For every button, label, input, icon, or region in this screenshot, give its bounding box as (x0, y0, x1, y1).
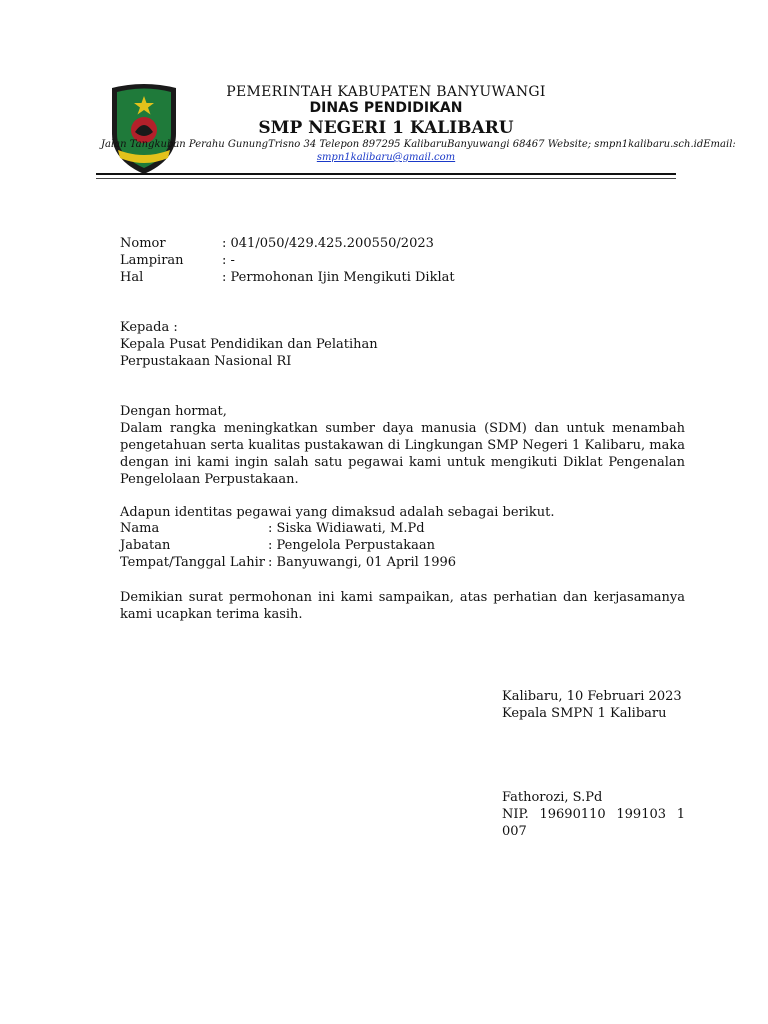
letterhead-divider (96, 173, 676, 175)
salutation: Dengan hormat, (120, 404, 227, 419)
lampiran-value: : - (222, 253, 235, 268)
hal-label: Hal (120, 270, 144, 285)
signature-place-date: Kalibaru, 10 Februari 2023 (502, 689, 682, 704)
body-paragraph: Dalam rangka meningkatkan sumber daya manusia (SDM) dan untuk menambah pengetahuan serta kualitas pustakawan di Lingkungan SMP Negeri 1 Kalibaru, maka dengan ini kami ingin salah satu pegawai kami untuk mengikuti Diklat Pengenalan Pengelolaan Perpustakaan. (120, 421, 685, 487)
letterhead-email-link[interactable]: smpn1kalibaru@gmail.com (316, 152, 456, 163)
recipient-greeting: Kepada : (120, 320, 178, 335)
identity-name-value: : Siska Widiawati, M.Pd (268, 521, 425, 536)
letterhead-government: PEMERINTAH KABUPATEN BANYUWANGI (226, 84, 546, 100)
recipient-line-1: Kepala Pusat Pendidikan dan Pelatihan (120, 337, 378, 352)
letterhead-divider-thin (96, 178, 676, 179)
identity-intro: Adapun identitas pegawai yang dimaksud adalah sebagai berikut. (120, 505, 555, 520)
identity-position-value: : Pengelola Perpustakaan (268, 538, 435, 553)
lampiran-label: Lampiran (120, 253, 184, 268)
hal-value: : Permohonan Ijin Mengikuti Diklat (222, 270, 455, 285)
signature-name: Fathorozi, S.Pd (502, 790, 603, 805)
identity-position-label: Jabatan (120, 538, 171, 553)
letterhead-address: Jalan Tangkuban Perahu GunungTrisno 34 Telepon 897295 KalibaruBanyuwangi 68467 Website; smpn1kalibaru.sch.idEmail: (101, 139, 736, 150)
recipient-line-2: Perpustakaan Nasional RI (120, 354, 292, 369)
identity-birth-label: Tempat/Tanggal Lahir (120, 555, 265, 570)
nomor-label: Nomor (120, 236, 166, 251)
letterhead-email-line (96, 152, 676, 163)
signature-nip: NIP. 19690110 199103 1 007 (502, 807, 685, 839)
identity-name-label: Nama (120, 521, 160, 536)
letterhead-department: DINAS PENDIDIKAN (309, 100, 463, 116)
nomor-value: : 041/050/429.425.200550/2023 (222, 236, 434, 251)
signature-position: Kepala SMPN 1 Kalibaru (502, 706, 667, 721)
identity-birth-value: : Banyuwangi, 01 April 1996 (268, 555, 457, 570)
letterhead-school-name: SMP NEGERI 1 KALIBARU (258, 118, 514, 138)
closing-paragraph: Demikian surat permohonan ini kami sampaikan, atas perhatian dan kerjasamanya kami ucapkan terima kasih. (120, 590, 685, 622)
